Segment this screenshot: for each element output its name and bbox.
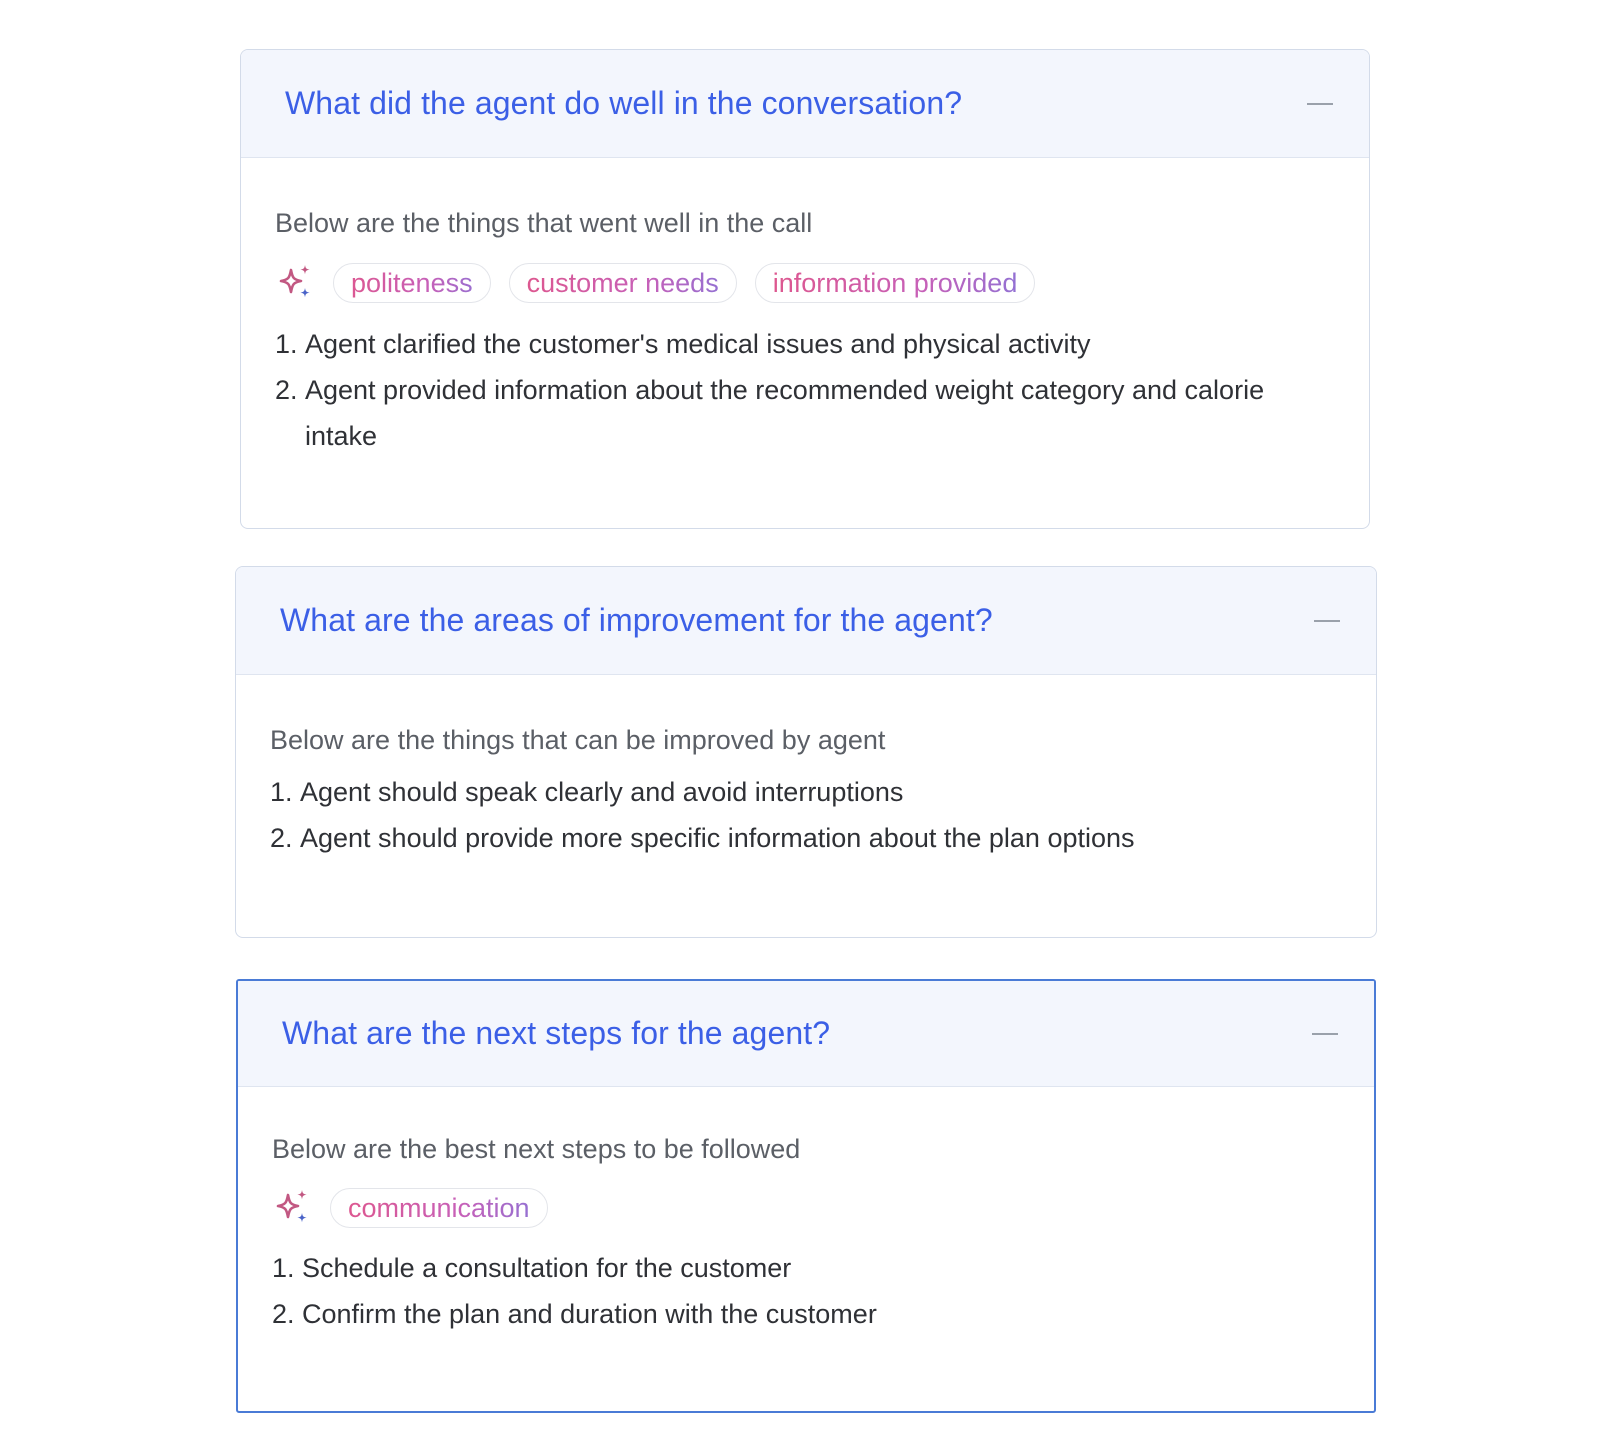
tag-information-provided[interactable]: information provided [755, 263, 1036, 303]
section-body [238, 1087, 1374, 1411]
section-intro: Below are the things that went well in the call [275, 208, 813, 238]
list-item [270, 815, 1316, 861]
list-item-text: Confirm the plan and duration with the customer [302, 1299, 877, 1329]
section-card-went-well [240, 49, 1370, 529]
section-header[interactable] [241, 50, 1369, 158]
minus-icon[interactable] [1307, 91, 1333, 117]
list-item-number: 2. [270, 823, 293, 853]
tag-customer-needs[interactable]: customer needs [509, 263, 737, 303]
section-card-improvement [235, 566, 1377, 938]
section-title: What are the areas of improvement for the agent? [280, 602, 993, 638]
section-item-list [275, 321, 1309, 459]
section-header[interactable] [236, 567, 1376, 675]
tag-list [275, 262, 1053, 304]
list-item-text: Agent should speak clearly and avoid interruptions [300, 777, 904, 807]
list-item-number: 1. [272, 1253, 295, 1283]
list-item [272, 1291, 1314, 1337]
section-title: What did the agent do well in the conversation? [285, 85, 963, 121]
section-item-list [272, 1245, 1314, 1337]
list-item-text: Agent should provide more specific information about the plan options [300, 823, 1135, 853]
section-intro: Below are the things that can be improved by agent [270, 725, 886, 755]
list-item-number: 2. [275, 375, 298, 405]
list-item-number: 1. [270, 777, 293, 807]
list-item-text: Agent clarified the customer's medical issues and physical activity [305, 329, 1091, 359]
section-item-list [270, 769, 1316, 861]
tag-list [272, 1187, 566, 1229]
minus-icon[interactable] [1312, 1021, 1338, 1047]
section-title: What are the next steps for the agent? [282, 1015, 831, 1051]
list-item-number: 2. [272, 1299, 295, 1329]
section-card-next-steps [236, 979, 1376, 1413]
section-header[interactable] [238, 981, 1374, 1087]
tag-communication[interactable]: communication [330, 1188, 548, 1228]
list-item-text: Agent provided information about the recommended weight category and calorie intake [305, 375, 1265, 451]
sparkle-icon [275, 262, 317, 304]
section-intro: Below are the best next steps to be followed [272, 1134, 801, 1164]
list-item-text: Schedule a consultation for the customer [302, 1253, 792, 1283]
tag-politeness[interactable]: politeness [333, 263, 491, 303]
list-item-number: 1. [275, 329, 298, 359]
sparkle-icon [272, 1187, 314, 1229]
list-item [275, 321, 1309, 367]
minus-icon[interactable] [1314, 608, 1340, 634]
section-body [236, 675, 1376, 937]
list-item [270, 769, 1316, 815]
list-item [272, 1245, 1314, 1291]
section-body [241, 158, 1369, 528]
list-item [275, 367, 1309, 459]
